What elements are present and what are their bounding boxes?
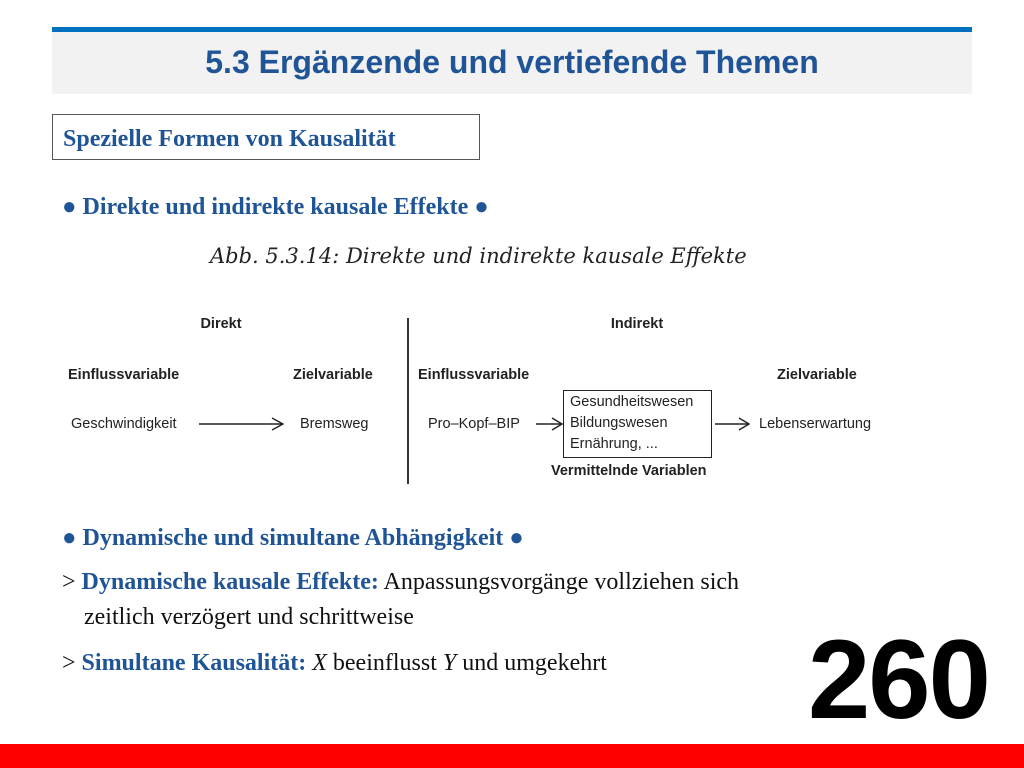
direct-arrow-icon [198, 416, 288, 432]
direct-target-header: Zielvariable [293, 367, 373, 383]
indirect-title: Indirekt [610, 316, 664, 332]
page-number: 260 [808, 617, 989, 742]
indirect-arrow-out-icon [714, 416, 750, 432]
list-item-continuation: zeitlich verzögert und schrittweise [84, 604, 414, 630]
title-bar [52, 27, 972, 94]
variable-x: X [312, 650, 327, 676]
indirect-influence-value: Pro–Kopf–BIP [428, 416, 520, 432]
diagram-divider [407, 318, 409, 484]
indirect-arrow-in-icon [535, 416, 563, 432]
variable-y: Y [442, 650, 457, 676]
page-title: 5.3 Ergänzende und vertiefende Themen [205, 44, 819, 80]
direct-title: Direkt [200, 316, 242, 332]
term-simultaneous-causality: Simultane Kausalität: [81, 650, 307, 676]
list-marker: > [62, 650, 76, 676]
mediator-item: Ernährung, ... [570, 436, 658, 452]
mediator-label: Vermittelnde Variablen [551, 463, 707, 479]
term-dynamic-effects: Dynamische kausale Effekte: [81, 569, 379, 595]
topic-heading-direct-indirect: ● Direkte und indirekte kausale Effekte ● [62, 194, 489, 220]
list-marker: > [62, 569, 76, 595]
footer-bar [0, 744, 1024, 768]
direct-influence-header: Einflussvariable [68, 367, 180, 383]
mediator-item: Bildungswesen [570, 415, 668, 431]
direct-influence-value: Geschwindigkeit [71, 416, 177, 432]
mediator-box [563, 390, 712, 458]
definition-dynamic-effects: Anpassungsvorgänge vollziehen sich [378, 569, 740, 595]
topic-heading-dynamic-simultaneous: ● Dynamische und simultane Abhängigkeit ● [62, 525, 524, 551]
text-end: und umgekehrt [456, 650, 607, 676]
list-item-dynamic [62, 569, 739, 596]
section-label: Spezielle Formen von Kausalität [63, 126, 396, 152]
indirect-influence-header: Einflussvariable [418, 367, 530, 383]
section-label-box [52, 114, 480, 160]
mediator-item: Gesundheitswesen [570, 394, 694, 410]
list-item-simultaneous [62, 650, 607, 677]
indirect-target-value: Lebenserwartung [759, 416, 872, 432]
indirect-target-header: Zielvariable [777, 367, 857, 383]
direct-target-value: Bremsweg [300, 416, 369, 432]
figure-caption: Abb. 5.3.14: Direkte und indirekte kausale Effekte [210, 244, 747, 268]
text-middle: beeinflusst [326, 650, 443, 676]
